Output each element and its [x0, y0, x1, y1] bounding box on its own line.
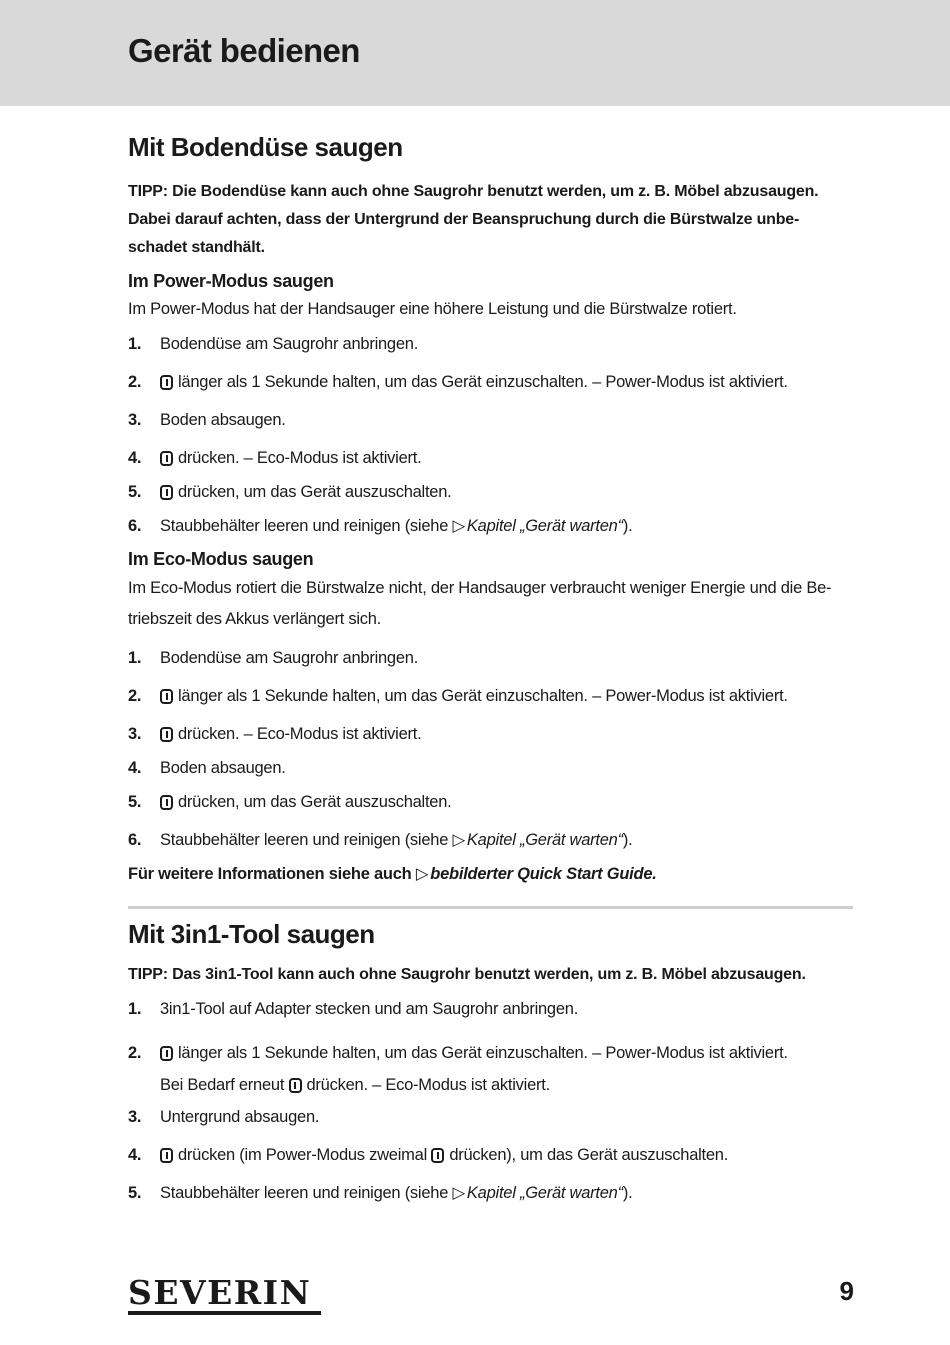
list-item [128, 999, 853, 1037]
step-text: drücken (im Power-Modus zweimal [178, 1146, 432, 1164]
step-number: 1. [128, 335, 142, 353]
brand-logo [128, 1273, 321, 1315]
step-text: Staubbehälter leeren und reinigen (siehe [160, 1184, 453, 1202]
step-text: 3in1-Tool auf Adapter stecken und am Saugrohr anbringen. [160, 1000, 579, 1018]
step-text: Bodendüse am Saugrohr anbringen. [160, 649, 419, 667]
triangle-right-icon: ▷ [452, 1184, 465, 1202]
step-number: 6. [128, 831, 142, 849]
power-steps [128, 334, 853, 546]
list-item [128, 482, 853, 516]
power-button-icon [160, 689, 173, 704]
step-number: 3. [128, 1108, 142, 1126]
step-text: ). [622, 517, 633, 535]
step-number: 5. [128, 483, 142, 501]
list-item [128, 410, 853, 448]
power-button-icon [160, 1046, 173, 1061]
step-number: 3. [128, 725, 142, 743]
section-title-3in1: Mit 3in1-Tool saugen [128, 919, 375, 949]
page-number: 9 [839, 1276, 854, 1306]
list-item [128, 516, 853, 546]
step-text: Staubbehälter leeren und reinigen (siehe [160, 517, 453, 535]
tip-bodenduese [128, 178, 853, 262]
power-button-icon [160, 451, 173, 466]
subtitle-power-mode: Im Power-Modus saugen [128, 271, 334, 291]
triangle-right-icon: ▷ [452, 831, 465, 849]
step-text: Boden absaugen. [160, 411, 286, 429]
list-item [128, 1145, 853, 1183]
power-button-icon [160, 795, 173, 810]
quick-start-reference [416, 865, 657, 883]
logo-text: SEVERIN [128, 1273, 312, 1312]
step-text: Untergrund absaugen. [160, 1108, 320, 1126]
reference-text: Kapitel „Gerät warten“ [466, 831, 623, 849]
step-number: 2. [128, 373, 142, 391]
step-text: Bei Bedarf erneut [160, 1076, 289, 1094]
step-number: 1. [128, 649, 142, 667]
chapter-reference [452, 517, 622, 535]
reference-text: Kapitel „Gerät warten“ [466, 1184, 623, 1202]
step-number: 6. [128, 517, 142, 535]
power-button-icon [431, 1148, 444, 1163]
step-number: 4. [128, 449, 142, 467]
list-item [128, 1107, 853, 1145]
list-item [128, 648, 853, 686]
step-text: drücken, um das Gerät auszuschalten. [178, 793, 452, 811]
section-divider [128, 906, 853, 909]
content [128, 130, 853, 1213]
step-text: Bodendüse am Saugrohr anbringen. [160, 335, 419, 353]
triangle-right-icon: ▷ [415, 865, 429, 883]
step-text: ). [622, 1184, 633, 1202]
step-number: 4. [128, 1146, 142, 1164]
step-number: 5. [128, 793, 142, 811]
more-info-text: Für weitere Informationen siehe auch [128, 865, 416, 883]
power-button-icon [160, 1148, 173, 1163]
subtitle-eco-mode: Im Eco-Modus saugen [128, 549, 314, 569]
list-item [128, 1183, 853, 1213]
step-number: 3. [128, 411, 142, 429]
tip-line: schadet standhält. [128, 239, 265, 256]
step-number: 5. [128, 1184, 142, 1202]
eco-steps [128, 648, 853, 860]
eco-intro: triebszeit des Akkus verlängert sich. [128, 610, 382, 628]
list-item [128, 448, 853, 482]
step-text: drücken, um das Gerät auszuschalten. [178, 483, 452, 501]
step-text: länger als 1 Sekunde halten, um das Gerät einzuschalten. – Power-Modus ist aktiviert. [178, 1044, 788, 1062]
list-item [128, 686, 853, 724]
reference-text: Kapitel „Gerät warten“ [466, 517, 623, 535]
step-number: 4. [128, 759, 142, 777]
list-item [128, 372, 853, 410]
chapter-reference [452, 1184, 622, 1202]
more-info [128, 860, 853, 888]
power-intro: Im Power-Modus hat der Handsauger eine höhere Leistung und die Bürstwalze rotiert. [128, 300, 737, 318]
section-title-bodenduese: Mit Bodendüse saugen [128, 132, 403, 162]
list-item [128, 1037, 853, 1107]
list-item [128, 724, 853, 758]
list-item [128, 830, 853, 860]
power-button-icon [160, 727, 173, 742]
power-button-icon [160, 375, 173, 390]
power-button-icon [160, 485, 173, 500]
reference-text: bebilderter Quick Start Guide. [430, 865, 657, 883]
page-header [0, 0, 950, 106]
step-number: 2. [128, 1044, 142, 1062]
step-text: länger als 1 Sekunde halten, um das Gerät einzuschalten. – Power-Modus ist aktiviert. [178, 373, 788, 391]
tip-line: Dabei darauf achten, dass der Untergrund der Beanspruchung durch die Bürstwalze unbe- [128, 211, 800, 228]
list-item [128, 758, 853, 792]
tool-steps [128, 999, 853, 1213]
step-text: drücken. – Eco-Modus ist aktiviert. [178, 725, 422, 743]
step-text: drücken), um das Gerät auszuschalten. [449, 1146, 729, 1164]
step-text: Staubbehälter leeren und reinigen (siehe [160, 831, 453, 849]
step-text: drücken. – Eco-Modus ist aktiviert. [306, 1076, 550, 1094]
tip-line: TIPP: Die Bodendüse kann auch ohne Saugrohr benutzt werden, um z. B. Möbel abzusaugen. [128, 183, 819, 200]
triangle-right-icon: ▷ [452, 517, 465, 535]
step-text: länger als 1 Sekunde halten, um das Gerät einzuschalten. – Power-Modus ist aktiviert. [178, 687, 788, 705]
chapter-reference [452, 831, 622, 849]
step-number: 2. [128, 687, 142, 705]
list-item [128, 334, 853, 372]
list-item [128, 792, 853, 830]
step-text: drücken. – Eco-Modus ist aktiviert. [178, 449, 422, 467]
step-text: Boden absaugen. [160, 759, 286, 777]
step-text: ). [622, 831, 633, 849]
step-number: 1. [128, 1000, 142, 1018]
tip-3in1: TIPP: Das 3in1-Tool kann auch ohne Saugrohr benutzt werden, um z. B. Möbel abzusaugen. [128, 966, 806, 983]
page-title: Gerät bedienen [128, 32, 360, 69]
power-button-icon [289, 1078, 302, 1093]
eco-intro: Im Eco-Modus rotiert die Bürstwalze nicht, der Handsauger verbraucht weniger Energie und die Be- [128, 579, 832, 597]
